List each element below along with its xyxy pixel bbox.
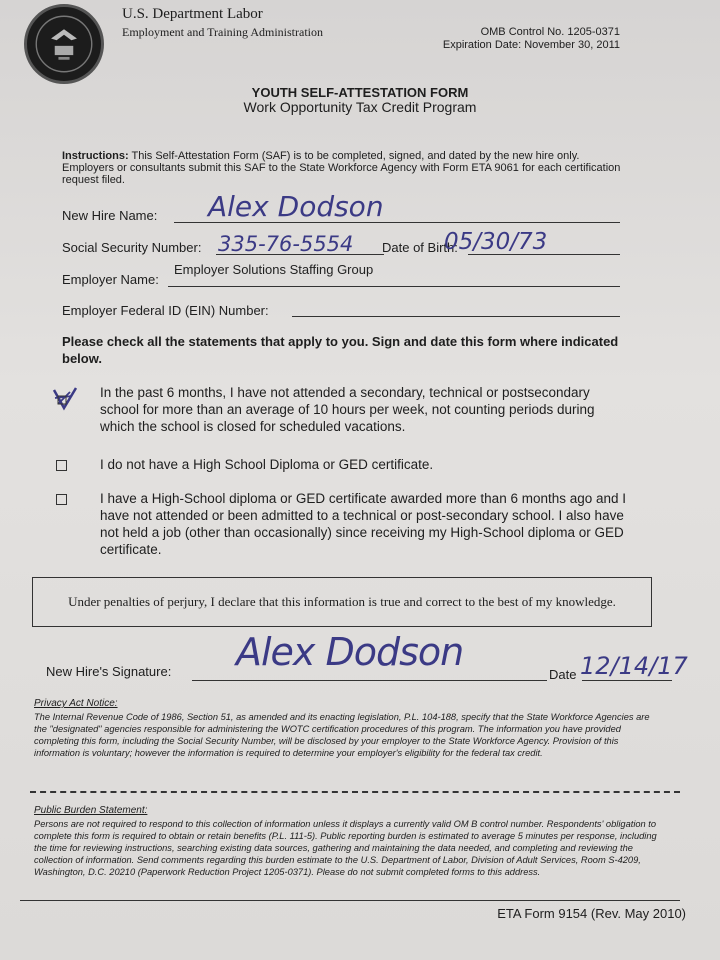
date-label: Date <box>549 667 577 682</box>
dol-seal-icon <box>24 4 104 84</box>
checkbox-icon[interactable] <box>56 460 67 471</box>
ein-label: Employer Federal ID (EIN) Number: <box>62 303 269 318</box>
employer-name-line <box>168 286 620 287</box>
form-title-line1: YOUTH SELF-ATTESTATION FORM <box>251 85 469 100</box>
signature-field[interactable]: Alex Dodson <box>236 630 464 674</box>
ein-line <box>292 316 620 317</box>
agency-block <box>122 6 323 40</box>
ssn-field[interactable]: 335-76-5554 <box>218 232 354 256</box>
burden-heading: Public Burden Statement: <box>34 805 148 816</box>
date-line <box>582 680 672 681</box>
expiration-date: Expiration Date: November 30, 2011 <box>442 39 620 51</box>
perjury-statement: Under penalties of perjury, I declare that this information is true and correct to the best of my knowledge. <box>32 577 652 627</box>
dob-label: Date of Birth: <box>382 240 458 255</box>
signature-line <box>192 680 547 681</box>
signature-date-field[interactable]: 12/14/17 <box>580 652 688 680</box>
privacy-text: The Internal Revenue Code of 1986, Section 51, as amended and its enacting legislation, P.L. 104-188, specify that the State Workforce Agencies are the "designated" agencies responsible for administering the WOTC certification procedures of this program. The information you have provided completing this form, including the Social Security Number, will be disclosed by your employer to the State Workforce Agency. Provision of this information is voluntary; however the information is required to determine your employer's eligibility for the federal tax credit. <box>34 712 650 758</box>
privacy-heading: Privacy Act Notice: <box>34 698 118 709</box>
instructions <box>62 150 632 186</box>
checkmark-icon[interactable] <box>50 384 80 414</box>
divider-solid <box>20 900 680 901</box>
option-no-diploma: I do not have a High School Diploma or GED certificate. <box>100 457 434 472</box>
signature-label: New Hire's Signature: <box>46 664 172 679</box>
agency-name: U.S. Department Labor <box>122 6 263 22</box>
divider-dashed <box>30 791 680 793</box>
new-hire-name-field[interactable]: Alex Dodson <box>208 190 384 223</box>
form-number: ETA Form 9154 (Rev. May 2010) <box>497 906 686 921</box>
option-school-attendance: In the past 6 months, I have not attended a secondary, technical or postsecondary school for more than an average of 10 hours per week, not counting periods during which the school is closed for scheduled vacations. <box>100 385 595 434</box>
new-hire-name-label: New Hire Name: <box>62 208 158 223</box>
instructions-text: This Self-Attestation Form (SAF) is to be completed, signed, and dated by the new hire only. Employers or consultants submit this SAF to the State Workforce Agency with Form ETA 9061 for each certification request filed. <box>62 150 621 186</box>
omb-control-number: OMB Control No. 1205-0371 <box>480 26 620 38</box>
ssn-label: Social Security Number: <box>62 240 202 255</box>
burden-text: Persons are not required to respond to this collection of information unless it displays a currently valid OM B control number. Respondents' obligation to complete this form is required to obtain or retain benefits (P.L. 111-5). Public reporting burden is estimated to average 5 minutes per response, including the time for reviewing instructions, searching existing data sources, gathering and maintaining the data needed, and completing and reviewing the collection of information. Send comments regarding this burden estimate to the U.S. Department of Labor, Division of Adult Services, Room S-4209, Washington, D.C. 20210 (Paperwork Reduction Project 1205-0371). Please do not submit completed forms to this address. <box>34 819 657 877</box>
dob-field[interactable]: 05/30/73 <box>444 229 548 255</box>
check-instructions: Please check all the statements that apply to you. Sign and date this form where indicated below. <box>62 334 619 366</box>
employer-name-field[interactable]: Employer Solutions Staffing Group <box>174 262 374 277</box>
form-title <box>0 85 720 115</box>
omb-block <box>443 26 620 52</box>
form-title-line2: Work Opportunity Tax Credit Program <box>243 99 477 115</box>
checkbox-icon[interactable] <box>56 494 67 505</box>
option-diploma-no-job: I have a High-School diploma or GED certificate awarded more than 6 months ago and I have not attended or been admitted to a technical or post-secondary school. I also have not held a job (other than occasionally) since receiving my High-School diploma or GED certificate. <box>100 491 627 557</box>
employer-name-label: Employer Name: <box>62 272 159 287</box>
instructions-label: Instructions: <box>62 150 129 162</box>
agency-subname: Employment and Training Administration <box>122 25 323 39</box>
